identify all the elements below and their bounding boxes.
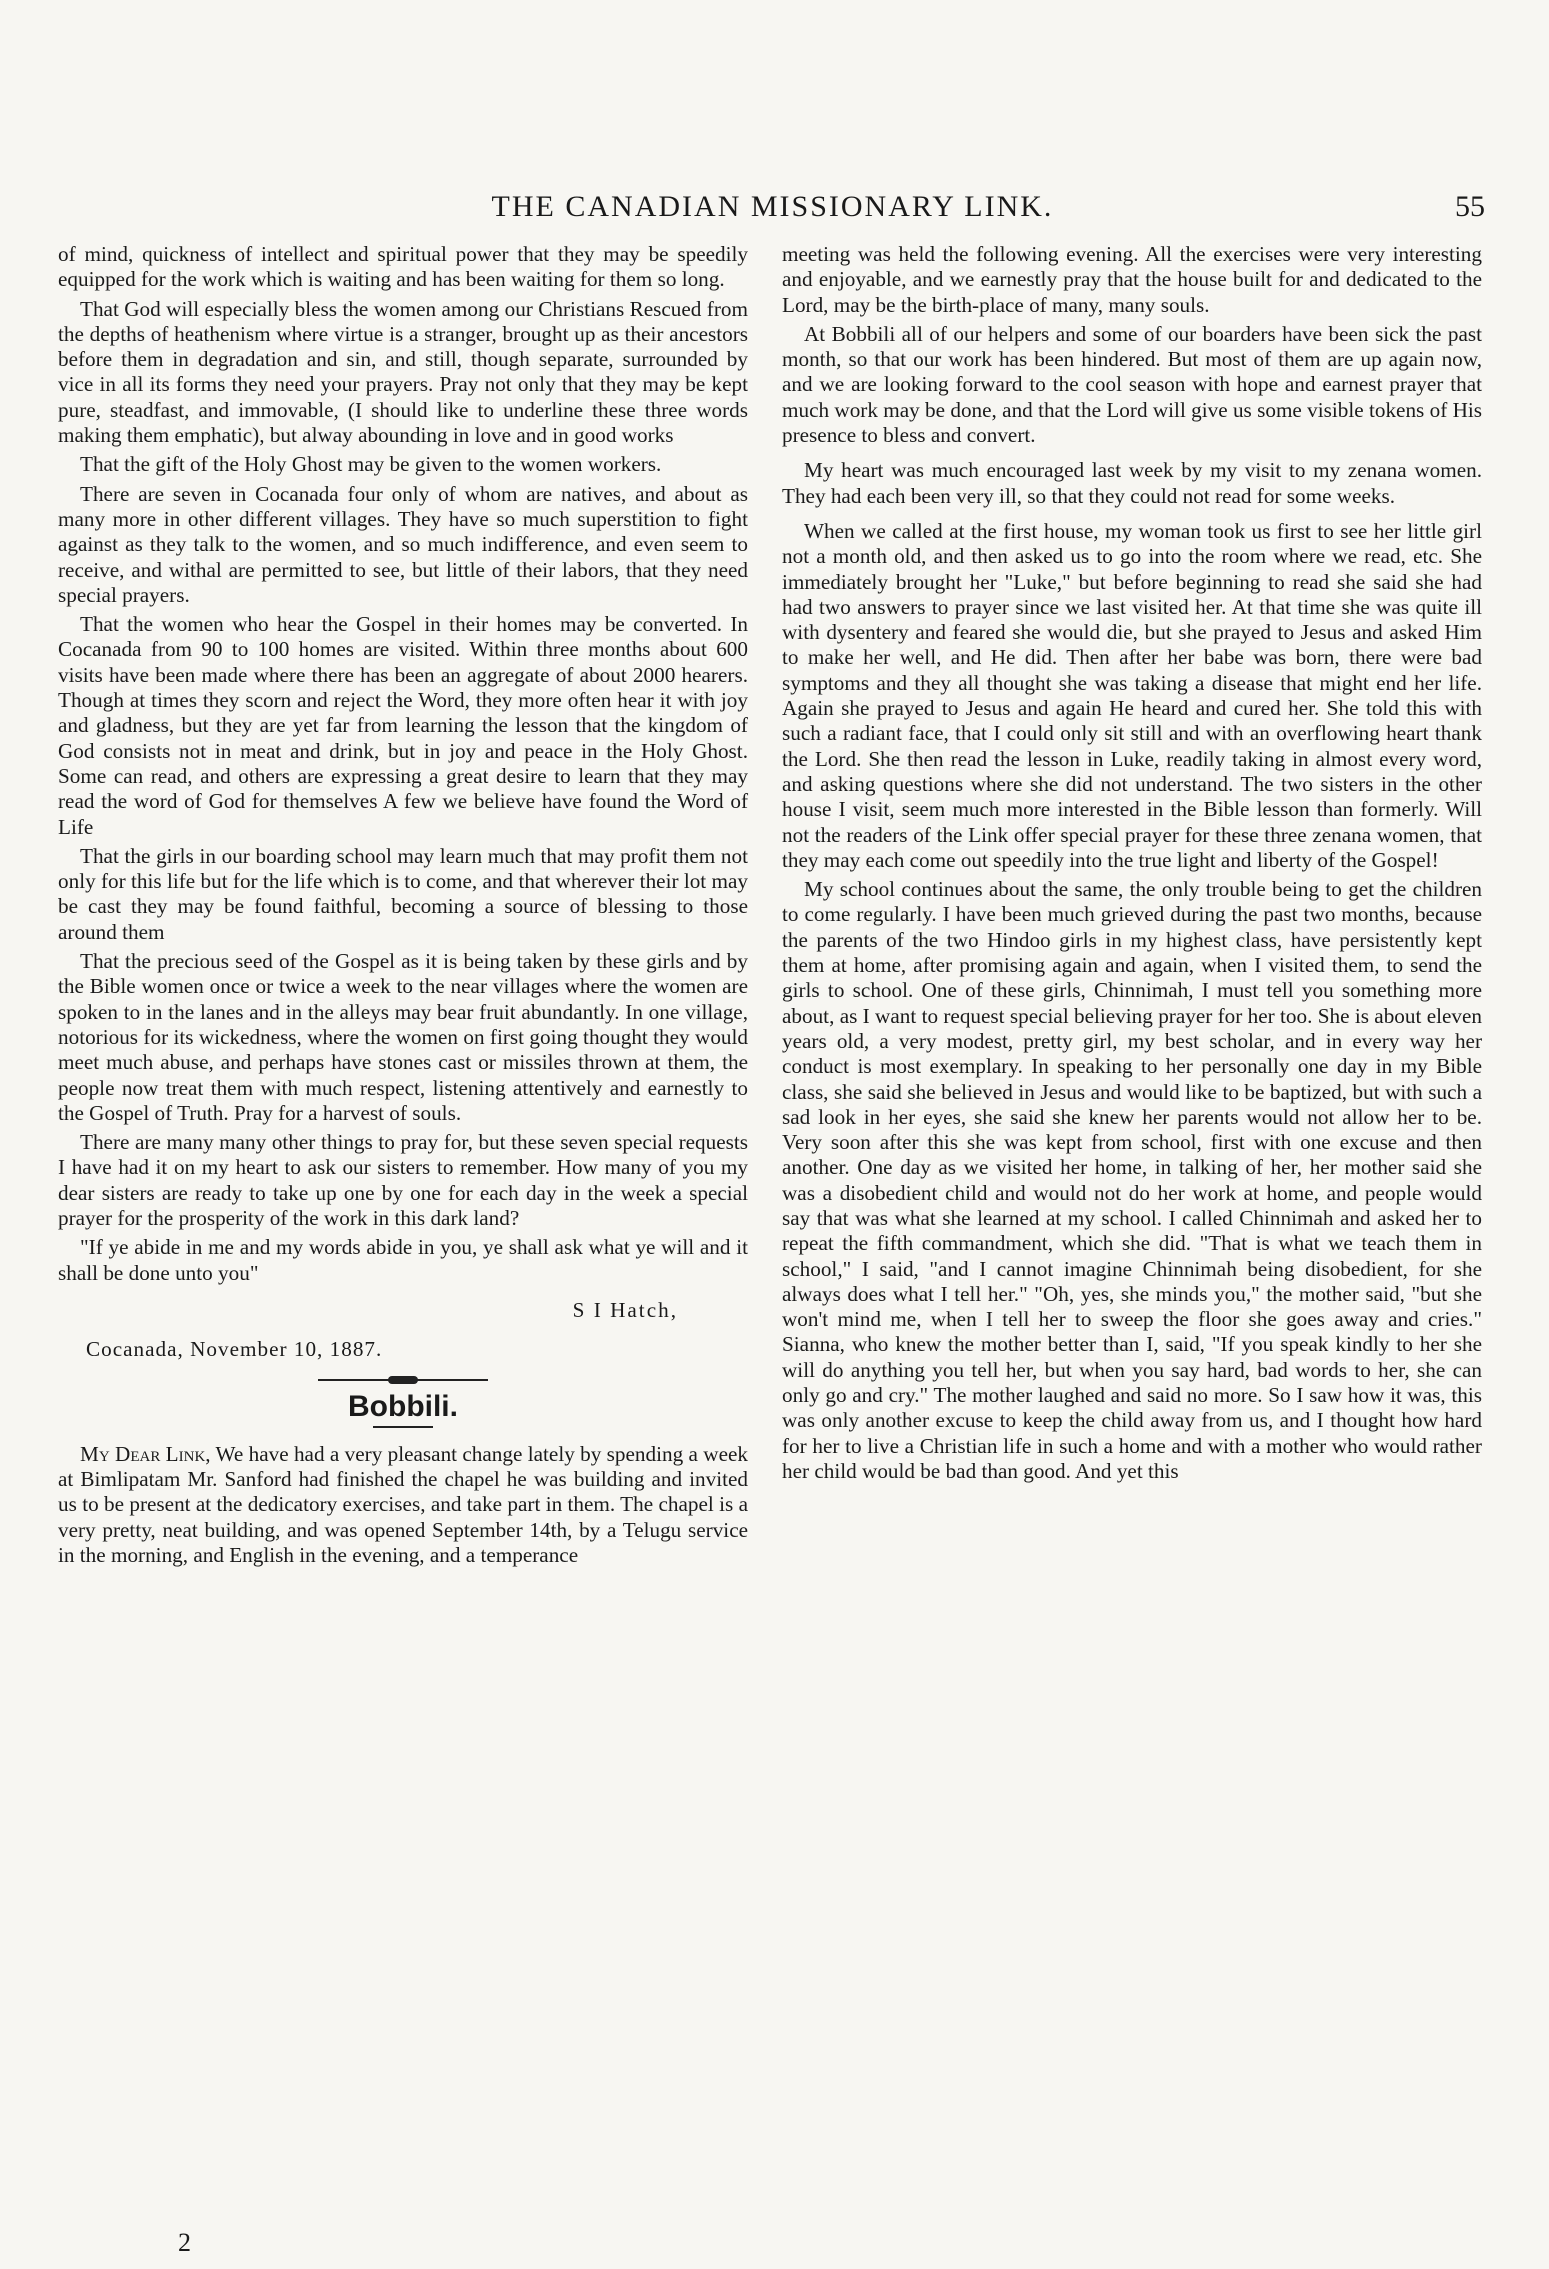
page-header bbox=[60, 190, 1485, 230]
page-number: 55 bbox=[1455, 190, 1485, 223]
ornamental-divider bbox=[318, 1376, 488, 1384]
paragraph: That the precious seed of the Gospel as it is being taken by these girls and by the Bible women once or twice a week to the near villages where the women are spoken to in the lanes and in the alleys may bear fruit abundantly. In one village, notorious for its wickedness, where the women on first going thought they would meet much abuse, and perhaps have stones cast or missiles thrown at them, the people now treat them with much respect, listening attentively and earnestly to the Gospel of Truth. Pray for a harvest of souls. bbox=[58, 949, 748, 1125]
left-column bbox=[58, 242, 748, 1572]
paragraph: That the girls in our boarding school may learn much that may profit them not only for this life but for the life which is to come, and that wherever their lot may be cast they may be found faithful, becoming a source of blessing to those around them bbox=[58, 843, 748, 944]
paragraph bbox=[58, 1442, 748, 1568]
dateline: Cocanada, November 10, 1887. bbox=[86, 1337, 383, 1362]
paragraph: meeting was held the following evening. All the exercises were very interesting and enjoyable, and we earnestly pray that the house built for and dedicated to the Lord, may be the birth-place of many, many souls. bbox=[782, 242, 1482, 317]
paragraph: There are many many other things to pray for, but these seven special requests I have had it on my heart to ask our sisters to remember. How many of you my dear sisters are ready to take up one by one for each day in the week a special prayer for the prosperity of the work in this dark land? bbox=[58, 1130, 748, 1230]
paragraph: My school continues about the same, the only trouble being to get the children to come regularly. I have been much grieved during the past two months, because the parents of the two Hindoo girls in my highest class, have persistently kept them at home, after promising again and again, when I visited them, to send the girls to school. One of these girls, Chinnimah, I must tell you something more about, as I want to request special believing prayer for her too. She is about eleven years old, a very modest, pretty girl, my best scholar, and in every way her conduct is most exemplary. In speaking to her personally one day in my Bible class, she said she believed in Jesus and would like to be baptized, but with such a sad look in her eyes, she said she knew her parents would not allow her to be. Very soon after this she was kept from school, first with one excuse and then another. One day as we visited her home, in talking of her, her mother said she was a disobedient child and would not do her work at home, and people would say that was what she learned at my school. I called Chinnimah and asked her to repeat the fifth commandment, which she did. "That is what we teach them in school," I said, "and I cannot imagine Chinnimah being disobedient, for she always does what I tell her." "Oh, yes, she minds you," the mother said, "but she won't mind me, when I tell her to sweep the floor she goes away and cries." Sianna, who knew the mother better than I, said, "If you speak kindly to her she will do anything you tell her, but when you say hard, bad words to her, she can only go and cry." The mother laughed and said no more. So I saw how it was, this was only another excuse to keep the child away from us, and I thought how hard for her to live a Christian life in such a home and with a mother who would rather her child would be bad than good. And yet this bbox=[782, 877, 1482, 1483]
paragraph: That the women who hear the Gospel in their homes may be converted. In Cocanada from 90 to 100 homes are visited. Within three months about 600 visits have been made where there has been an aggregate of about 2000 hearers. Though at times they scorn and reject the Word, they more often hear it with joy and gladness, but they are yet far from learning the lesson that the kingdom of God consists not in meat and drink, but in joy and peace in the Holy Ghost. Some can read, and others are expressing a great desire to learn that they may read the word of God for themselves A few we believe have found the Word of Life bbox=[58, 612, 748, 839]
paragraph: When we called at the first house, my woman took us first to see her little girl not a month old, and then asked us to go into the room where we read, etc. She immediately brought her "Luke," but before beginning to read she said she had had two answers to prayer since we last visited her. At that time she was quite ill with dysentery and feared she would die, but she prayed to Jesus and asked Him to make her well, and He did. Then after her babe was born, there were bad symptoms and they all thought she was taking a disease that might end her life. Again she prayed to Jesus and again He heard and cured her. She told this with such a radiant face, that I could only sit still and with an overflowing heart thank the Lord. She then read the lesson in Luke, readily taking in almost every word, and asking questions where she did not understand. The two sisters in the other house I visit, seem much more interested in the Bible lesson than formerly. Will not the readers of the Link offer special prayer for these three zenana women, that they may each come out speedily into the true light and liberty of the Gospel! bbox=[782, 518, 1482, 872]
paragraph: That the gift of the Holy Ghost may be given to the women workers. bbox=[80, 452, 662, 477]
paragraph: My heart was much encouraged last week by my visit to my zenana women. They had each been very ill, so that they could not read for some weeks. bbox=[782, 458, 1482, 508]
signature-mark: 2 bbox=[178, 2228, 191, 2257]
scripture-quote: "If ye abide in me and my words abide in you, ye shall ask what ye will and it shall be done unto you" bbox=[58, 1235, 748, 1285]
salutation: My Dear Link, bbox=[80, 1441, 211, 1466]
journal-title: THE CANADIAN MISSIONARY LINK. bbox=[491, 190, 1054, 223]
paragraph: At Bobbili all of our helpers and some of our boarders have been sick the past month, so that our work has been hindered. But most of them are up again now, and we are looking forward to the cool season with hope and earnest prayer that much work may be done, and that the Lord will give us some visible tokens of His presence to bless and convert. bbox=[782, 321, 1482, 448]
right-column bbox=[782, 242, 1482, 1488]
signature: S I Hatch, bbox=[572, 1297, 678, 1322]
paragraph: of mind, quickness of intellect and spiritual power that they may be speedily equipped for the work which is waiting and has been waiting for them so long. bbox=[58, 242, 748, 292]
paragraph-text: We have had a very pleasant change lately by spending a week at Bimlipatam Mr. Sanford had finished the chapel he was building and invited us to be present at the dedicatory exercises, and take part in them. The chapel is a very pretty, neat building, and was opened September 14th, by a Telugu service in the morning, and English in the evening, and a temperance bbox=[58, 1441, 748, 1567]
paragraph: There are seven in Cocanada four only of whom are natives, and about as many more in other different villages. They have so much superstition to fight against as they talk to the women, and so much indifference, and even seem to receive, and withal are permitted to see, but little of their labors, that they need special prayers. bbox=[58, 481, 748, 607]
paragraph: That God will especially bless the women among our Christians Rescued from the depths of heathenism where virtue is a stranger, brought up as their ancestors before them in degradation and sin, and still, though separate, surrounded by vice in all its forms they need your prayers. Pray not only that they may be kept pure, steadfast, and immovable, (I should like to underline these three words making them emphatic), but alway abounding in love and in good works bbox=[58, 296, 748, 448]
section-title: Bobbili. bbox=[348, 1390, 458, 1424]
title-rule bbox=[373, 1426, 433, 1428]
